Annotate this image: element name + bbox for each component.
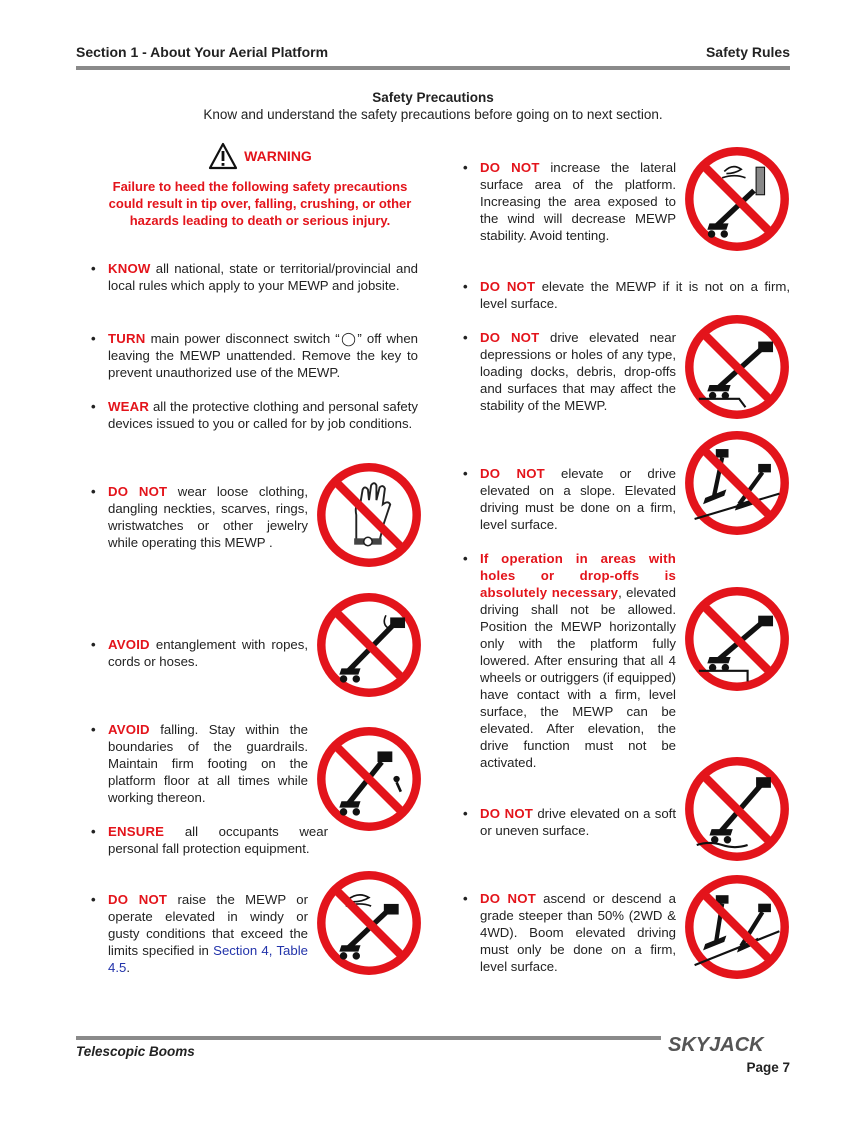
- no-falling-icon: [316, 726, 422, 832]
- no-wind-icon: [316, 870, 422, 976]
- warning-triangle-icon: [208, 142, 238, 170]
- bullet-no-elevate-unlevel: • DO NOT elevate the MEWP if it is not on a firm, level surface.: [463, 279, 790, 311]
- section-4-link[interactable]: Section 4, Table 4.5: [108, 943, 308, 975]
- warning-label: WARNING: [244, 148, 312, 164]
- bullet-avoid-falling: • AVOID falling. Stay within the boundaries of the guardrails. Maintain firm footing on the platform floor at all times while working thereon.: [91, 722, 308, 805]
- bullet-wear: • WEAR all the protective clothing and personal safety devices issued to you or called for by job conditions.: [91, 399, 418, 431]
- footer-product: Telescopic Booms: [76, 1044, 195, 1059]
- bullet-holes-dropoffs: • If operation in areas with holes or drop-offs is absolutely necessary, elevated driving shall not be allowed. Position the MEWP horizontally only with the platform fully lowered. After ensuring that all 4 wheels or outriggers (if equipped) have contact with a firm, level surface, the MEWP can be elevated. After elevation, the drive function must not be activated.: [463, 551, 676, 770]
- no-dropoff-icon: [684, 586, 790, 692]
- bullet-no-jewelry: • DO NOT wear loose clothing, dangling neckties, scarves, rings, wristwatches or other jewelry while operating this MEWP .: [91, 484, 308, 550]
- no-tenting-icon: [684, 146, 790, 252]
- bullet-avoid-entanglement: • AVOID entanglement with ropes, cords or hoses.: [91, 637, 308, 669]
- warning-box: [100, 142, 420, 229]
- bullet-no-slope: • DO NOT elevate or drive elevated on a slope. Elevated driving must be done on a firm, level surface.: [463, 466, 676, 532]
- bullet-turn: • TURN main power disconnect switch “◯” off when leaving the MEWP unattended. Remove the key to prevent unauthorized use of the MEWP.: [91, 331, 418, 380]
- bullet-no-depressions: • DO NOT drive elevated near depressions or holes of any type, loading docks, debris, drop-offs and surfaces that may affect the stability of the MEWP.: [463, 330, 676, 413]
- skyjack-logo-icon: [666, 1030, 790, 1056]
- warning-heading: [100, 142, 420, 170]
- no-soft-surface-icon: [684, 756, 790, 862]
- warning-text: Failure to heed the following safety precautions could result in tip over, falling, crushing, or other hazards leading to death or serious injury.: [108, 179, 412, 228]
- no-grade-icon: [684, 874, 790, 980]
- bullet-ensure: • ENSURE all occupants wear personal fall protection equipment.: [91, 824, 328, 856]
- bullet-no-lateral-area: • DO NOT increase the lateral surface area of the platform. Increasing the area exposed to the wind will decrease MEWP stability. Avoid tenting.: [463, 160, 676, 243]
- topic-title: Safety Rules: [705, 44, 790, 60]
- no-jewelry-icon: [316, 462, 422, 568]
- skyjack-logo: [666, 1030, 790, 1056]
- bullet-no-wind: • DO NOT raise the MEWP or operate elevated in windy or gusty conditions that exceed the limits specified in Section 4, Table 4.5.: [91, 892, 308, 975]
- svg-text:SKYJACK: SKYJACK: [668, 1034, 764, 1056]
- no-slope-icon: [684, 430, 790, 536]
- bullet-know: • KNOW all national, state or territorial/provincial and local rules which apply to your MEWP and jobsite.: [91, 261, 418, 293]
- header-divider: [76, 66, 790, 70]
- bullet-no-soft-surface: • DO NOT drive elevated on a soft or uneven surface.: [463, 806, 677, 838]
- page-subtitle: Know and understand the safety precautions before going on to next section.: [203, 107, 663, 122]
- page-title: Safety Precautions: [372, 90, 494, 105]
- page-header: [76, 44, 790, 64]
- no-depressions-icon: [684, 314, 790, 420]
- page-number: Page 7: [746, 1060, 790, 1075]
- no-entanglement-icon: [316, 592, 422, 698]
- footer-divider: [76, 1036, 661, 1040]
- section-title: Section 1 - About Your Aerial Platform: [76, 44, 329, 60]
- bullet-no-grade: • DO NOT ascend or descend a grade steeper than 50% (2WD & 4WD). Boom elevated driving must only be done on a firm, level surface.: [463, 891, 676, 974]
